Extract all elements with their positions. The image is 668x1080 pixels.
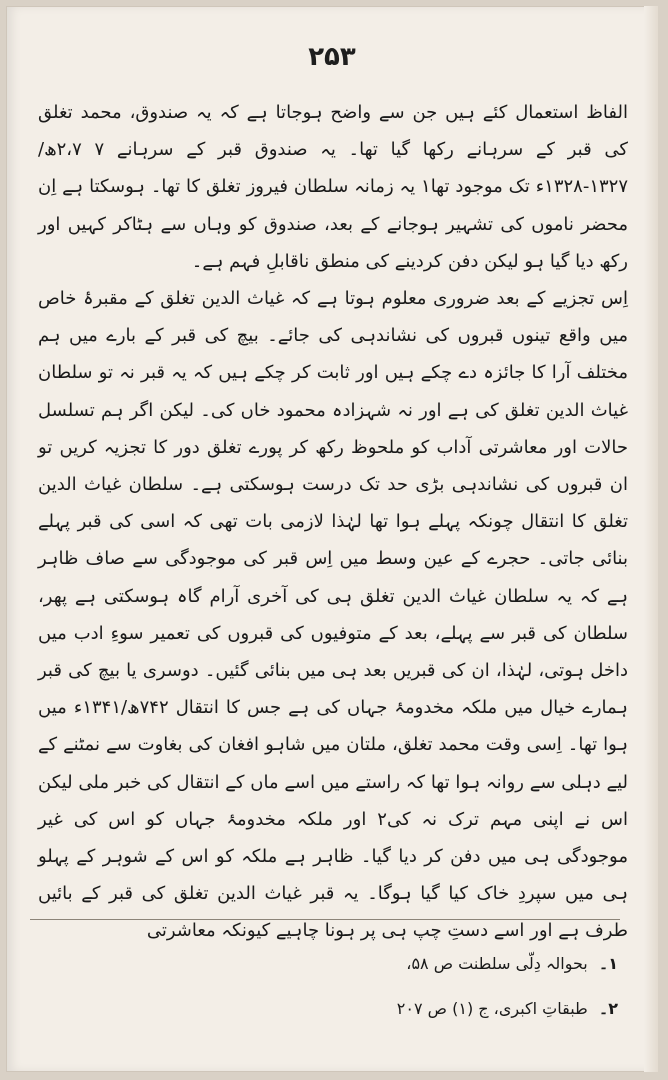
paragraph-2: اِس تجزیے کے بعد ضروری معلوم ہوتا ہے کہ غیاث الدین تغلق کے مقبرۂ خاص میں واقع تینوں قبروں کی نشاندہی کی جائے۔ بیچ کی قبر کے بارے میں ہم مختلف آرا کا جائزہ دے چکے ہیں اور ثابت کر چکے ہیں کہ یہ قبر نہ تو سلطان غیاث الدین تغلق کی ہے اور نہ شہزادہ محمود خاں کی۔ لیکن اگر ہم تسلسل حالات اور معاشرتی آداب کو ملحوظ رکھ کر پورے تغلق دور کا تجزیہ کریں تو ان قبروں کی نشاندہی بڑی حد تک درست ہوسکتی ہے۔ سلطان غیاث الدین تغلق کا انتقال چونکہ پہلے ہوا تھا لہٰذا لازمی بات تھی کہ اسی کی قبر پہلے بنائی جاتی۔ حجرے کے عین وسط میں اِس قبر کی موجودگی سے صاف ظاہر ہے کہ یہ سلطان غیاث الدین تغلق ہی کی آخری آرام گاہ ہوسکتی ہے پھر، سلطان کی قبر سے پہلے، بعد کے متوفیوں کی قبروں کی تعمیر سوءِ ادب میں داخل ہوتی، لہٰذا، ان کی قبریں بعد ہی میں بنائی گئیں۔ دوسری یا بیچ کی قبر ہمارے خیال میں ملکہ مخدومۂ جہاں کی ہے جس کا انتقال ۷۴۲ھ/۱۳۴۱ء میں ہوا تھا۔ اِسی وقت محمد تغلق، ملتان میں شاہو افغان کی بغاوت سے نمٹنے کے لیے دہلی سے روانہ ہوا تھا کہ راستے میں اسے ماں کے انتقال کی خبر ملی لیکن اس نے اپنی مہم ترک نہ کی۲ اور ملکہ مخدومۂ جہاں کو اس کی غیر موجودگی ہی میں دفن کر دیا گیا۔ ظاہر ہے ملکہ کو اس کے شوہر کے پہلو ہی میں سپردِ خاک کیا گیا ہوگا۔ یہ قبر غیاث الدین تغلق کی قبر کے بائیں طرف ہے اور اسے دستِ چپ ہی پر ہونا چاہیے کیونکہ معاشرتی xyxy=(38,288,629,942)
footnotes xyxy=(28,954,618,1044)
footnote-text: بحوالہ دِلّی سلطنت ص ۵۸، xyxy=(406,954,588,973)
footnote-text: طبقاتِ اکبری، ج (۱) ص ۲۰۷ xyxy=(396,999,588,1018)
footnote-marker: ۲۔ xyxy=(598,999,618,1018)
footnote-1 xyxy=(28,954,618,973)
footnote-marker: ۱۔ xyxy=(598,954,618,973)
page-number: ۲۵۳ xyxy=(308,42,356,72)
paragraph-1: الفاظ استعمال کئے ہیں جن سے واضح ہوجاتا ہے کہ یہ صندوق، محمد تغلق کی قبر کے سرہانے رکھا گیا تھا۔ یہ صندوق قبر کے سرہانے ۷ ۲،۷ھ/۱۳۲۷-۱۳۲۸ء تک موجود تھا۱ یہ زمانہ سلطان فیروز تغلق کا تھا۔ ہوسکتا ہے اِن محضر ناموں کی تشہیر ہوجانے کے بعد، صندوق کو وہاں سے ہٹاکر کہیں اور رکھ دیا گیا ہو لیکن دفن کردینے کی منطق ناقابلِ فہم ہے۔ xyxy=(38,102,629,272)
book-page xyxy=(6,6,658,1072)
main-text xyxy=(38,94,628,950)
page-binding-shadow xyxy=(644,6,658,1072)
footnote-divider xyxy=(30,919,620,920)
footnote-2 xyxy=(28,999,618,1018)
